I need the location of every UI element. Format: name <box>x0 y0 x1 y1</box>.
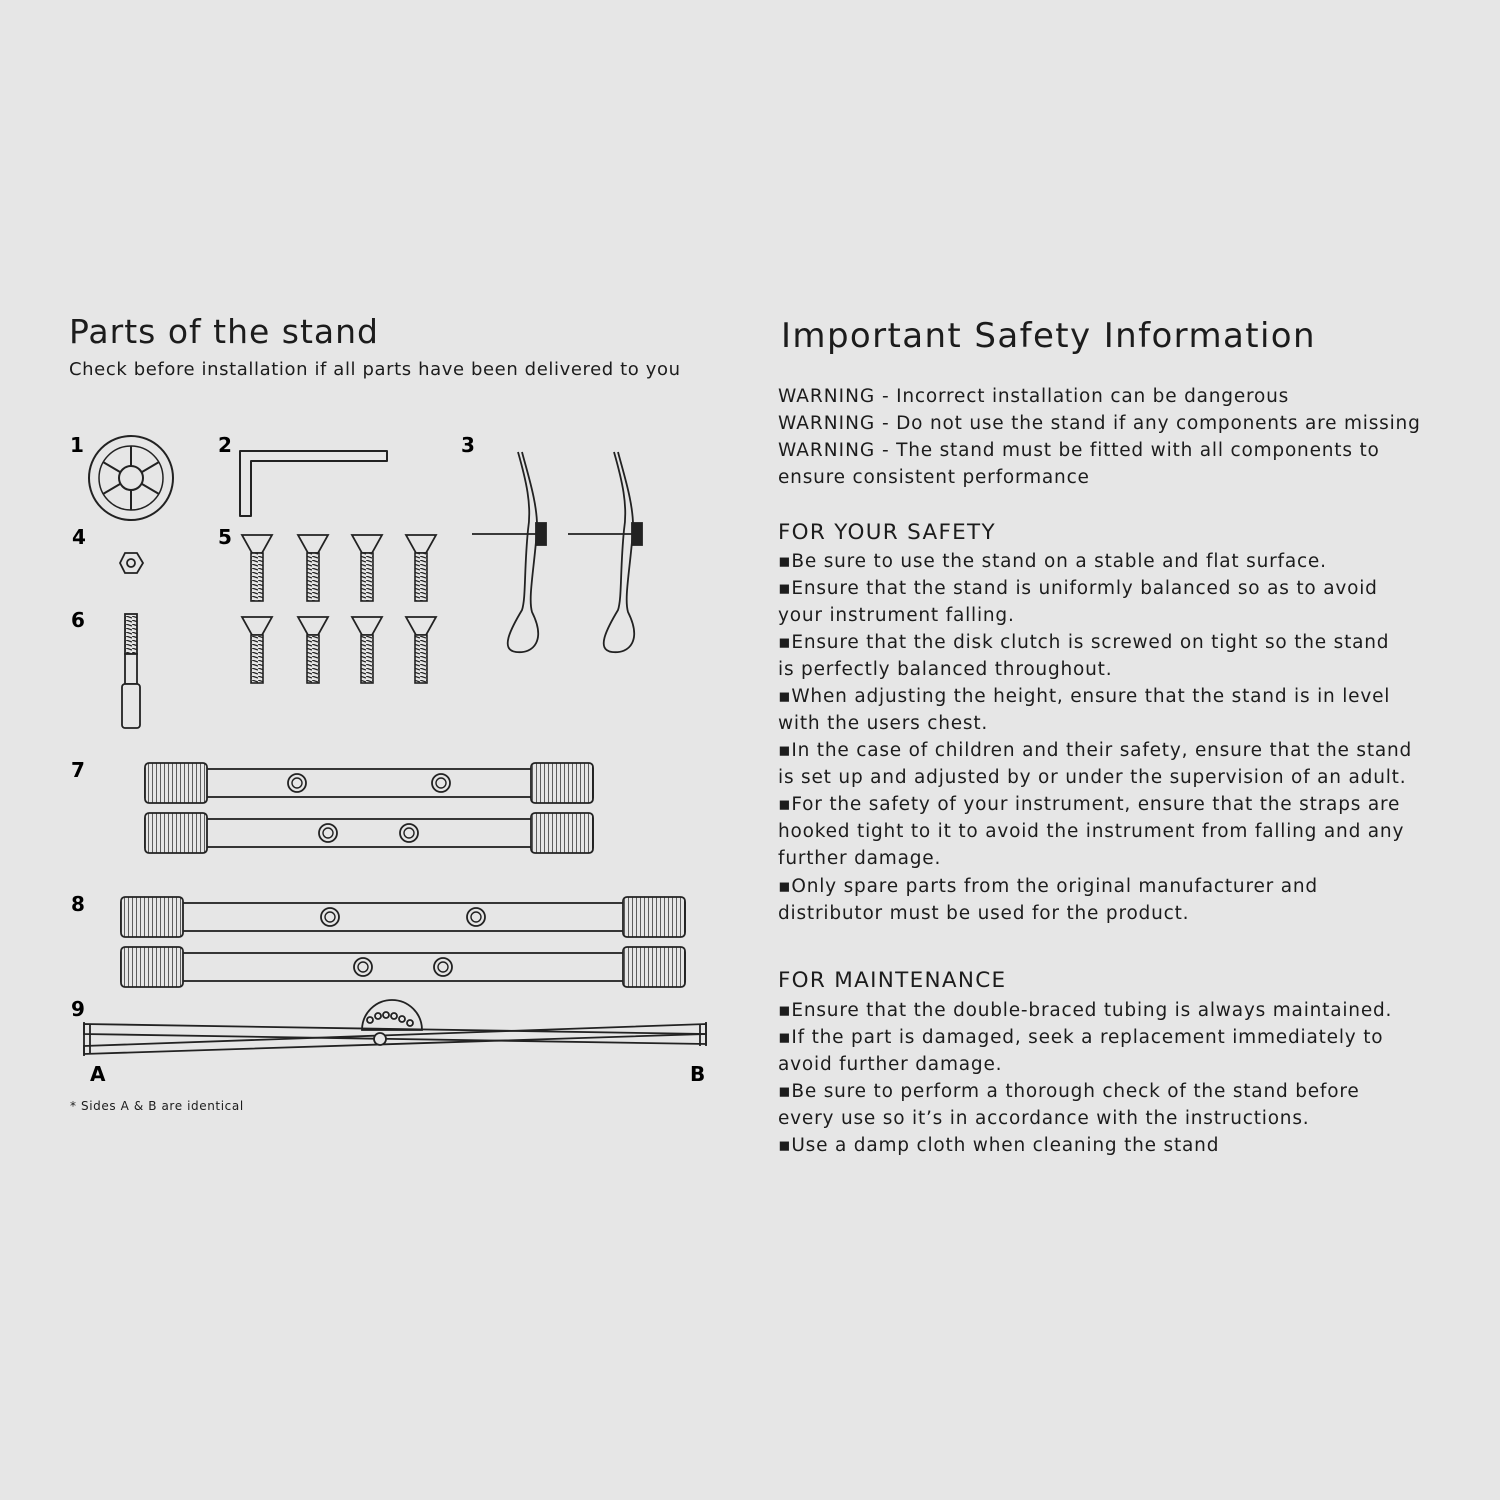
part-number-5: 5 <box>218 525 232 549</box>
for-maintenance-heading: FOR MAINTENANCE <box>778 968 1007 993</box>
safety-line: ▪When adjusting the height, ensure that the stand is in level <box>778 686 1391 707</box>
safety-line: distributor must be used for the product. <box>778 903 1190 924</box>
warning-text: - The stand must be fitted with all components to <box>875 440 1380 461</box>
part-number-7: 7 <box>71 758 85 782</box>
warning-line <box>778 410 1421 437</box>
hex-key-icon <box>240 451 387 516</box>
safety-line: ▪In the case of children and their safety, ensure that the stand <box>778 740 1413 761</box>
screw-icon <box>352 617 382 683</box>
side-a-label: A <box>90 1062 106 1086</box>
parts-title: Parts of the stand <box>69 312 379 351</box>
tube-icon <box>121 947 685 987</box>
safety-line: ▪Ensure that the disk clutch is screwed on tight so the stand <box>778 632 1390 653</box>
maintenance-line: ▪Ensure that the double-braced tubing is always maintained. <box>778 1000 1393 1021</box>
tube-icon <box>145 813 593 853</box>
safety-title: Important Safety Information <box>781 316 1316 356</box>
safety-line: is perfectly balanced throughout. <box>778 659 1113 680</box>
safety-line: is set up and adjusted by or under the supervision of an adult. <box>778 767 1407 788</box>
screw-icon <box>242 617 272 683</box>
scissor-legs-icon <box>84 1000 706 1056</box>
hex-nut-icon <box>120 553 143 573</box>
warning-continuation: ensure consistent performance <box>778 467 1090 488</box>
safety-line: ▪Be sure to use the stand on a stable and flat surface. <box>778 551 1327 572</box>
warning-label: WARNING <box>778 440 876 461</box>
part-number-8: 8 <box>71 892 85 916</box>
warning-text: - Do not use the stand if any components are missing <box>875 413 1421 434</box>
warning-line <box>778 383 1289 410</box>
part-number-3: 3 <box>461 433 475 457</box>
safety-line: your instrument falling. <box>778 605 1015 626</box>
part-number-4: 4 <box>72 525 86 549</box>
screws-group <box>242 535 436 683</box>
part-number-9: 9 <box>71 997 85 1021</box>
maintenance-line: ▪Use a damp cloth when cleaning the stand <box>778 1135 1220 1156</box>
footnote: * Sides A & B are identical <box>70 1099 244 1113</box>
screw-icon <box>242 535 272 601</box>
disk-clutch-icon <box>89 436 173 520</box>
for-your-safety-heading: FOR YOUR SAFETY <box>778 520 996 545</box>
safety-line: ▪For the safety of your instrument, ensure that the straps are <box>778 794 1401 815</box>
safety-line: ▪Only spare parts from the original manufacturer and <box>778 876 1318 897</box>
warning-label: WARNING <box>778 413 876 434</box>
tubes-group <box>121 763 685 987</box>
part-number-2: 2 <box>218 433 232 457</box>
safety-line: ▪Ensure that the stand is uniformly balanced so as to avoid <box>778 578 1378 599</box>
tube-icon <box>145 763 593 803</box>
screw-icon <box>406 535 436 601</box>
maintenance-line: avoid further damage. <box>778 1054 1003 1075</box>
screw-icon <box>298 617 328 683</box>
strap-right-icon <box>568 452 642 652</box>
strap-left-icon <box>472 452 546 652</box>
tube-icon <box>121 897 685 937</box>
maintenance-line: ▪If the part is damaged, seek a replacement immediately to <box>778 1027 1384 1048</box>
screw-icon <box>352 535 382 601</box>
safety-line: hooked tight to it to avoid the instrument from falling and any <box>778 821 1405 842</box>
warning-text: - Incorrect installation can be dangerous <box>875 386 1290 407</box>
side-b-label: B <box>690 1062 706 1086</box>
screw-icon <box>406 617 436 683</box>
maintenance-line: every use so it’s in accordance with the instructions. <box>778 1108 1310 1129</box>
parts-subtitle: Check before installation if all parts have been delivered to you <box>69 359 681 380</box>
threaded-pin-icon <box>122 614 140 728</box>
safety-line: with the users chest. <box>778 713 989 734</box>
warning-line <box>778 437 1380 464</box>
safety-line: further damage. <box>778 848 942 869</box>
warning-label: WARNING <box>778 386 876 407</box>
part-number-1: 1 <box>70 433 84 457</box>
screw-icon <box>298 535 328 601</box>
maintenance-line: ▪Be sure to perform a thorough check of the stand before <box>778 1081 1360 1102</box>
part-number-6: 6 <box>71 608 85 632</box>
